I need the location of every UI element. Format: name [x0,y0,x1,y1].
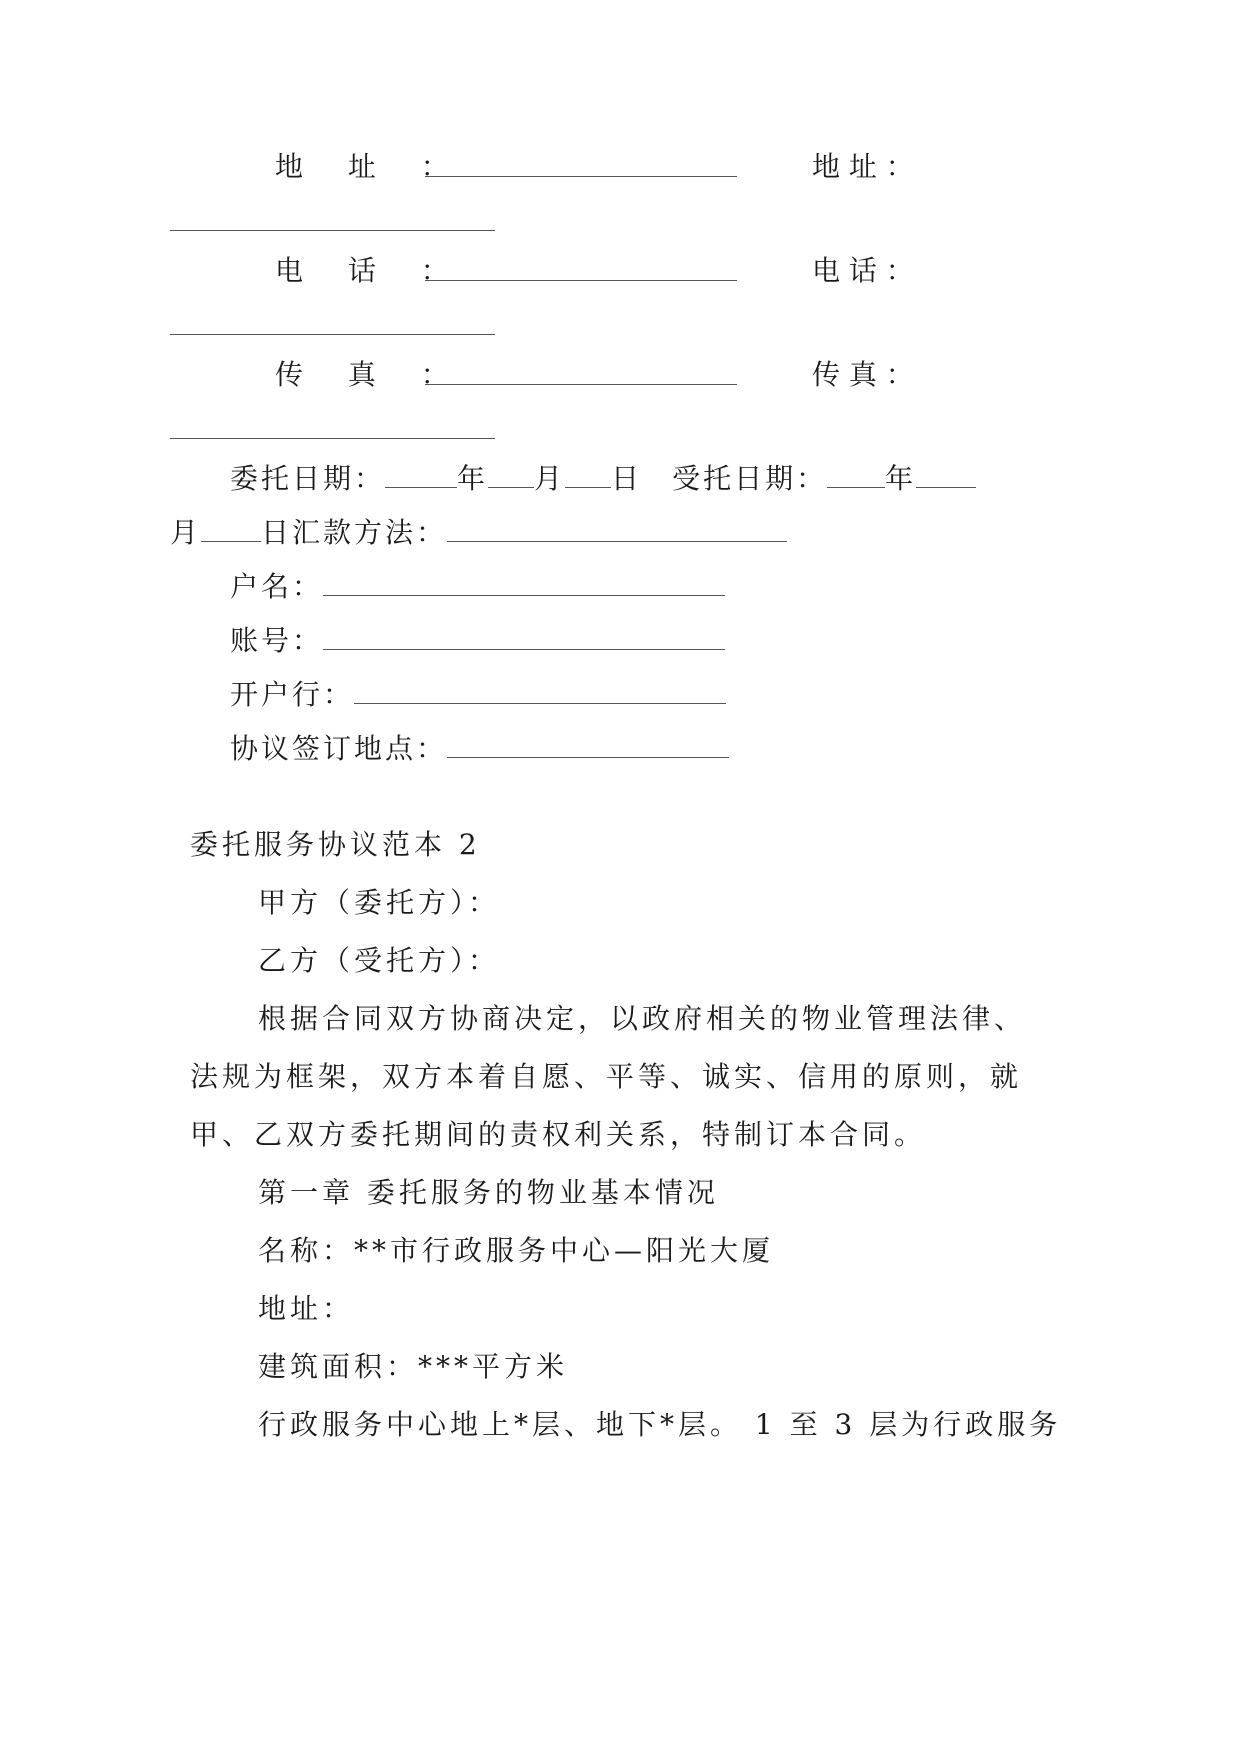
property-address: 地址： [258,1292,355,1325]
remit-method-blank[interactable] [447,517,787,542]
year-label: 年 [457,462,489,495]
entrust-day-blank[interactable] [565,463,611,488]
floors-description: 行政服务中心地上*层、地下*层。 1 至 3 层为行政服务 [258,1408,1062,1441]
intro-line-2: 法规为框架，双方本着自愿、平等、诚实、信用的原则，就 [190,1060,1023,1093]
building-area: 建筑面积：***平方米 [258,1350,569,1383]
party-a-phone-blank[interactable] [425,280,737,281]
fax-row [275,358,467,392]
account-name-blank[interactable] [323,571,725,596]
party-b-address-blank[interactable] [170,230,495,231]
entrust-month-blank[interactable] [488,463,534,488]
phone-row [275,254,467,288]
party-a-fax-blank[interactable] [425,384,737,385]
sign-place-blank[interactable] [447,733,729,758]
party-a-address-label: 地 址 ： [275,150,467,183]
accept-day-blank[interactable] [201,517,261,542]
accept-date-label: 受托日期： [672,462,828,495]
address-row [275,150,467,184]
party-a-fax-label: 传 真 ： [275,358,467,391]
party-b-address-label: 地 址 ： [812,150,914,183]
party-b-fax-label: 传 真 ： [812,358,914,391]
year2-label: 年 [885,462,917,495]
month2-label: 月 [170,516,202,549]
dates-line [230,462,976,496]
account-no-label: 账号： [230,624,324,657]
party-a-line: 甲方（委托方）： [258,886,501,919]
bank-name-blank[interactable] [354,679,726,704]
remit-label: 日汇款方法： [261,516,448,549]
account-name-row [230,570,725,604]
section-title: 委托服务协议范本 2 [190,828,481,861]
dates-line-2 [170,516,787,550]
party-b-line: 乙方（受托方）： [258,944,501,977]
party-b-fax-blank[interactable] [170,438,495,439]
chapter-heading: 第一章 委托服务的物业基本情况 [258,1176,719,1209]
party-b-phone-blank[interactable] [170,334,495,335]
bank-name-label: 开户行： [230,678,355,711]
account-name-label: 户名： [230,570,324,603]
intro-line-1: 根据合同双方协商决定，以政府相关的物业管理法律、 [258,1002,1027,1035]
party-b-phone-label: 电 话 ： [812,254,914,287]
party-a-address-blank[interactable] [425,176,737,177]
accept-month-blank[interactable] [916,463,976,488]
accept-year-blank[interactable] [827,463,885,488]
party-a-phone-label: 电 话 ： [275,254,467,287]
sign-place-row [230,732,729,766]
account-no-blank[interactable] [323,625,725,650]
agreement-body [190,816,1070,1454]
day-label: 日 [611,462,643,495]
month-label: 月 [534,462,566,495]
property-name: 名称：**市行政服务中心—阳光大厦 [258,1234,775,1267]
entrust-year-blank[interactable] [385,463,457,488]
intro-line-3: 甲、乙双方委托期间的责权利关系，特制订本合同。 [190,1118,927,1151]
bank-name-row [230,678,726,712]
account-no-row [230,624,725,658]
sign-place-label: 协议签订地点： [230,732,448,765]
entrust-date-label: 委托日期： [230,462,386,495]
